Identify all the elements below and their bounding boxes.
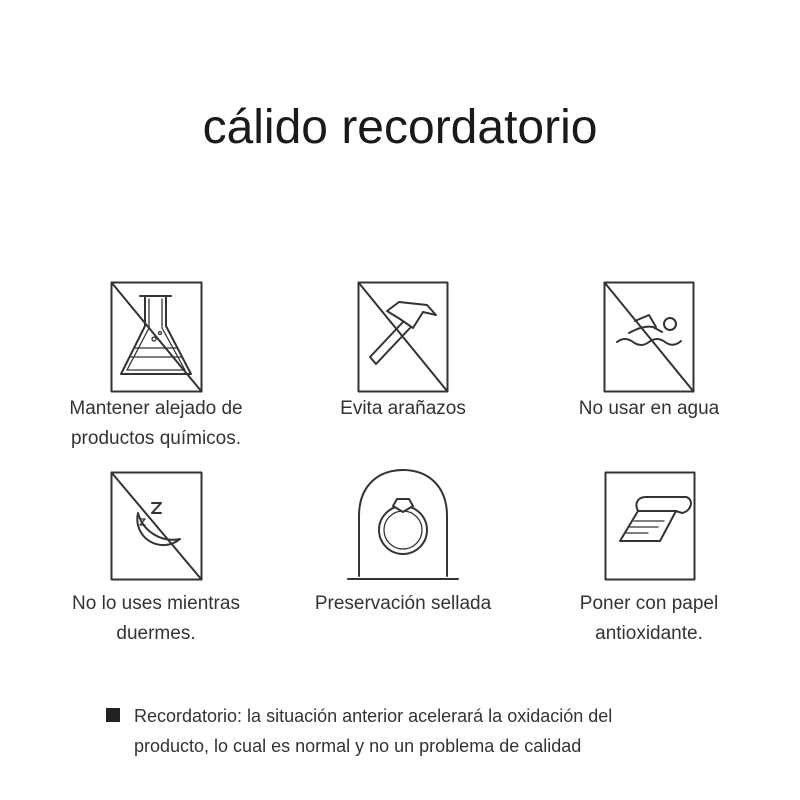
label-line: No lo uses mientras — [72, 593, 240, 614]
prohibition-slash — [359, 283, 448, 392]
note-line: Recordatorio: la situación anterior acelerará la oxidación del — [134, 706, 613, 726]
prohibition-slash — [112, 473, 202, 580]
no-sleep-icon — [110, 471, 203, 581]
label-no-sleep — [26, 589, 286, 649]
paper-scroll-icon — [620, 497, 691, 541]
no-chemicals-icon — [110, 281, 203, 393]
label-line: No usar en agua — [578, 398, 720, 419]
no-water-icon — [603, 281, 695, 393]
label-no-water — [519, 394, 779, 424]
label-line: duermes. — [116, 623, 196, 644]
antioxidant-paper-icon — [604, 471, 696, 581]
label-line: Poner con papel — [579, 593, 719, 614]
label-no-chemicals — [26, 394, 286, 454]
swimmer-icon — [617, 315, 681, 345]
no-scratch-icon — [357, 281, 449, 393]
label-no-scratch — [273, 394, 533, 424]
label-line: Preservación sellada — [314, 593, 492, 614]
label-antioxidant-paper — [519, 589, 779, 649]
finger-outline — [359, 470, 447, 576]
prohibition-slash — [112, 283, 202, 392]
label-line: Mantener alejado de — [69, 398, 243, 419]
ring-icon — [379, 499, 427, 554]
label-line: antioxidante. — [595, 623, 703, 644]
note-line: producto, lo cual es normal y no un problema de calidad — [134, 736, 582, 756]
hammer-icon — [370, 302, 436, 364]
label-line: Evita arañazos — [340, 398, 466, 419]
page-title: cálido recordatorio — [202, 101, 598, 154]
label-line: productos químicos. — [70, 428, 242, 449]
reminder-note — [134, 701, 774, 761]
square-bullet-icon — [106, 708, 120, 722]
sealed-ring-icon — [346, 468, 460, 582]
icon-frame — [606, 473, 695, 580]
prohibition-slash — [605, 283, 694, 392]
zz-icon — [140, 503, 161, 525]
label-sealed — [273, 589, 533, 619]
